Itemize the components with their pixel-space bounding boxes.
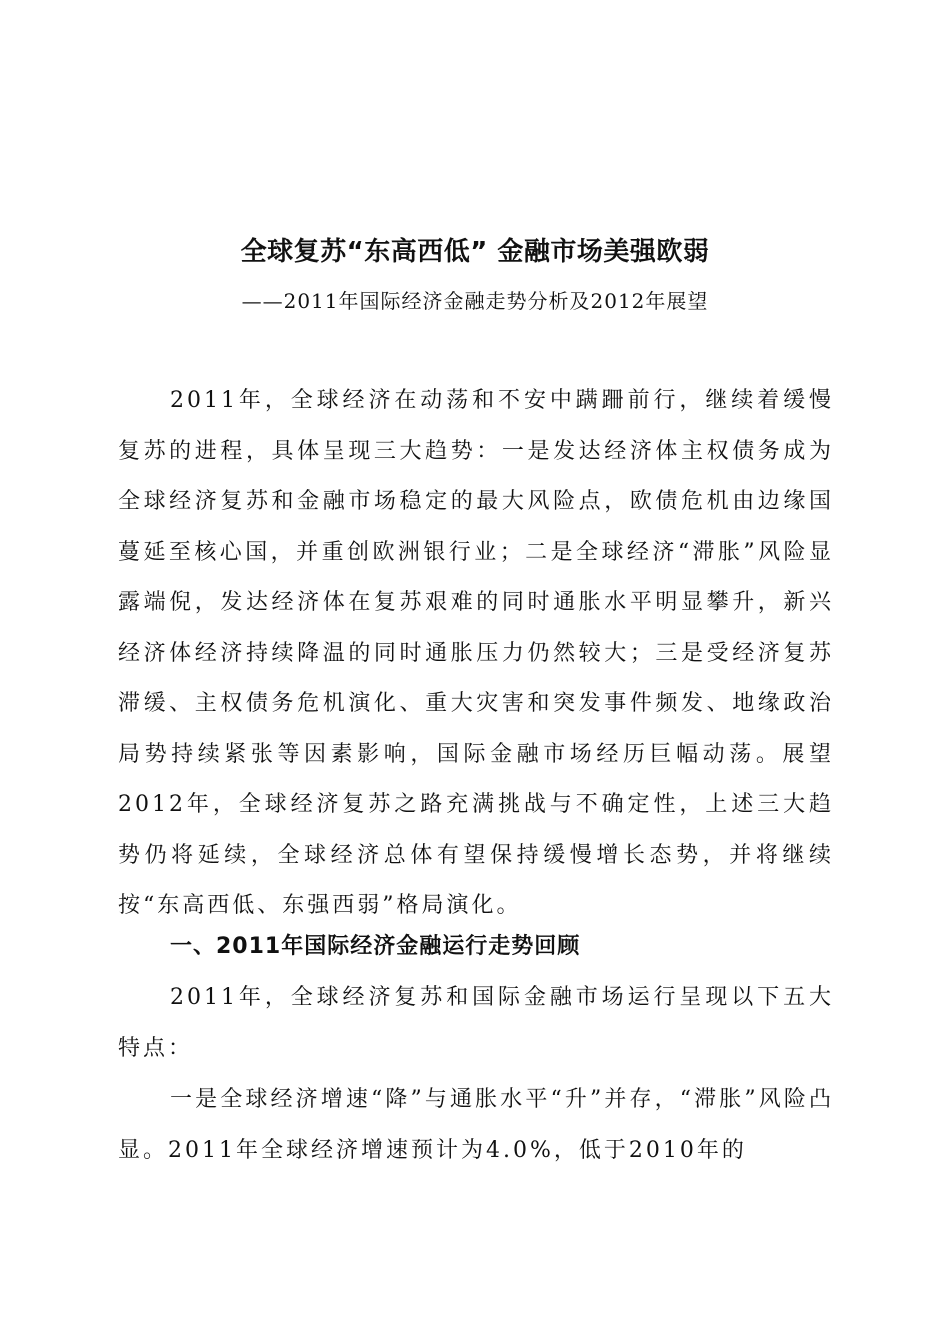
document-title: 全球复苏“东高西低” 金融市场美强欧弱 — [240, 237, 710, 267]
document-subtitle: ——2011年国际经济金融走势分析及2012年展望 — [241, 289, 709, 313]
section-heading: 一、2011年国际经济金融运行走势回顾 — [170, 934, 581, 959]
intro-paragraph: 2011年，全球经济在动荡和不安中蹒跚前行，继续着缓慢复苏的进程，具体呈现三大趋势：一是发达经济体主权债务成为全球经济复苏和金融市场稳定的最大风险点，欧债危机由边缘国蔓延至核心国，并重创欧洲银行业；二是全球经济“滞胀”风险显露端倪，发达经济体在复苏艰难的同时通胀水平明显攀升，新兴经济体经济持续降温的同时通胀压力仍然较大；三是受经济复苏滞缓、主权债务危机演化、重大灾害和突发事件频发、地缘政治局势持续紧张等因素影响，国际金融市场经历巨幅动荡。展望2012年，全球经济复苏之路充满挑战与不确定性，上述三大趋势仍将延续，全球经济总体有望保持缓慢增长态势，并将继续按“东高西低、东强西弱”格局演化。 — [118, 388, 834, 918]
overview-paragraph: 2011年，全球经济复苏和国际金融市场运行呈现以下五大特点： — [118, 985, 834, 1061]
first-point-paragraph: 一是全球经济增速“降”与通胀水平“升”并存，“滞胀”风险凸显。2011年全球经济增速预计为4.0%，低于2010年的 — [118, 1087, 834, 1163]
